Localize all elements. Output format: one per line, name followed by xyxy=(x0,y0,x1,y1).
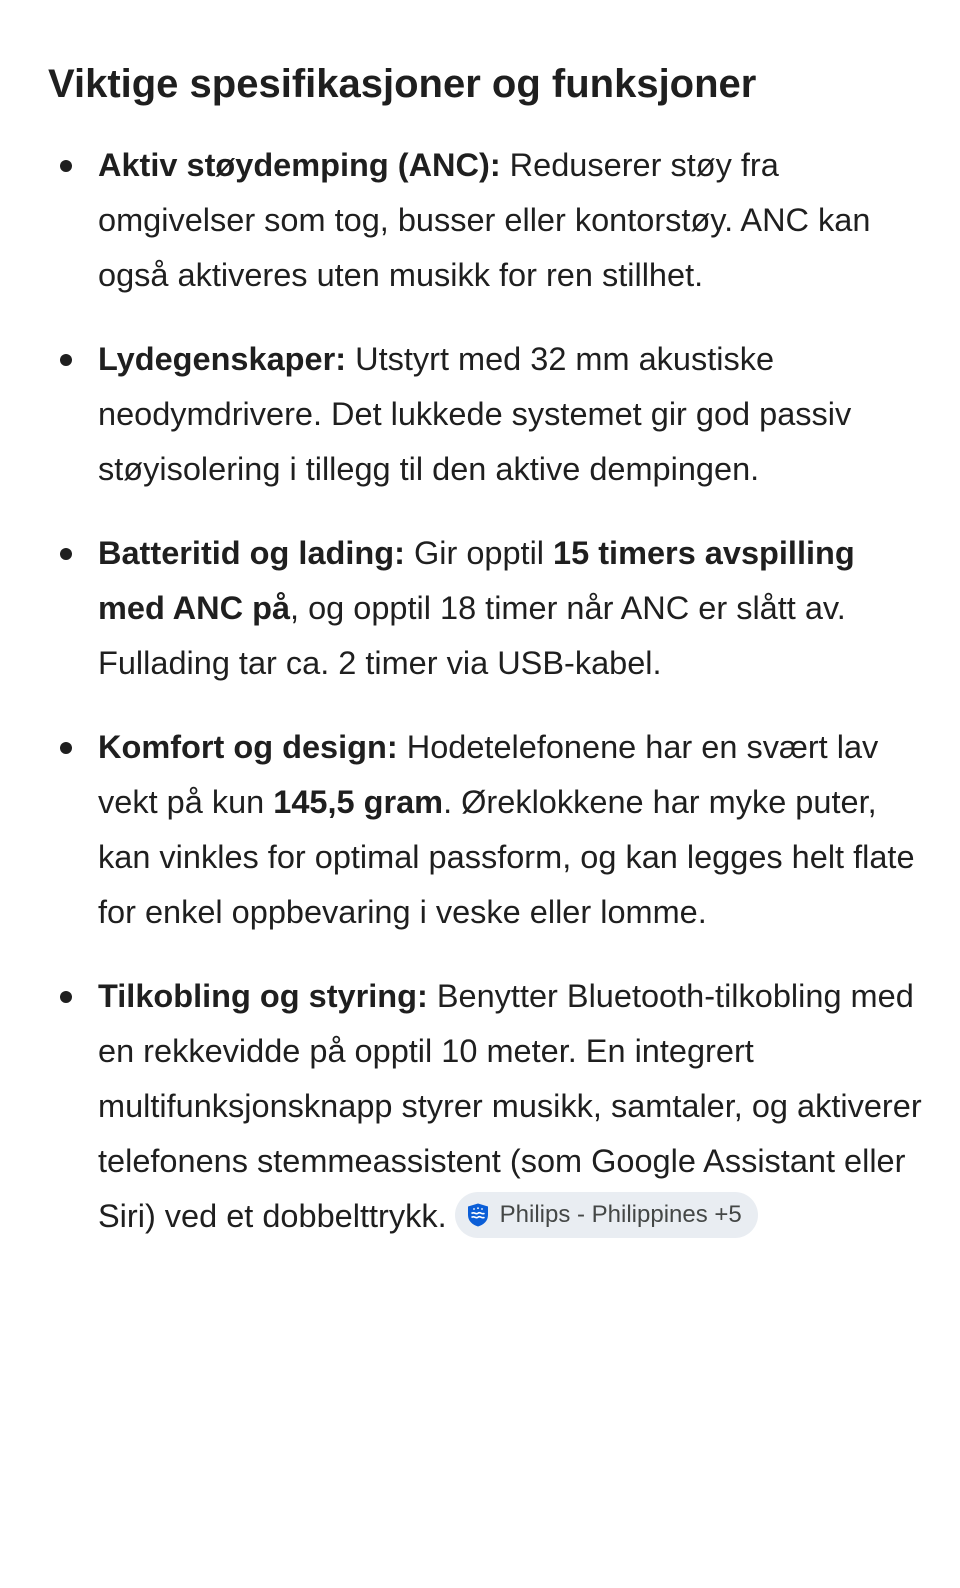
philips-shield-icon xyxy=(465,1202,491,1228)
list-item-sound xyxy=(48,332,930,497)
item-text: Benytter Bluetooth-tilkobling med en rekkevidde på opptil 10 meter. En integrert multifunksjonsknapp styrer musikk, samtaler, og aktiverer telefonens stemmeassistent (som Google Assistant eller Siri) ved et dobbelttrykk. xyxy=(98,978,922,1234)
item-label: Lydegenskaper: xyxy=(98,341,347,377)
item-emphasis: 15 timers avspilling med ANC på xyxy=(98,535,855,626)
item-text-after: . Øreklokkene har myke puter, kan vinkles for optimal passform, og kan legges helt flate for enkel oppbevaring i veske eller lomme. xyxy=(98,784,915,930)
item-emphasis: 145,5 gram xyxy=(273,784,444,820)
source-chip[interactable] xyxy=(455,1192,758,1238)
item-text: Utstyrt med 32 mm akustiske neodymdrivere. Det lukkede systemet gir god passiv støyisolering i tillegg til den aktive dempingen. xyxy=(98,341,852,487)
section-heading: Viktige spesifikasjoner og funksjoner xyxy=(48,62,757,106)
source-chip-label: Philips - Philippines +5 xyxy=(499,1201,742,1229)
spec-list xyxy=(48,138,930,1244)
list-item-anc xyxy=(48,138,930,303)
item-label: Batteritid og lading: xyxy=(98,535,405,571)
item-text: Reduserer støy fra omgivelser som tog, busser eller kontorstøy. ANC kan også aktiveres uten musikk for ren stillhet. xyxy=(98,147,871,293)
list-item-comfort xyxy=(48,720,930,940)
item-text-before: Gir opptil xyxy=(404,535,554,571)
item-label: Komfort og design: xyxy=(98,729,398,765)
list-item-connectivity xyxy=(48,969,930,1244)
item-label: Aktiv støydemping (ANC): xyxy=(98,147,501,183)
item-text-after: , og opptil 18 timer når ANC er slått av. Fullading tar ca. 2 timer via USB-kabel. xyxy=(98,590,846,681)
list-item-battery xyxy=(48,526,930,691)
item-label: Tilkobling og styring: xyxy=(98,978,428,1014)
item-text-before: Hodetelefonene har en svært lav vekt på kun xyxy=(98,729,879,820)
